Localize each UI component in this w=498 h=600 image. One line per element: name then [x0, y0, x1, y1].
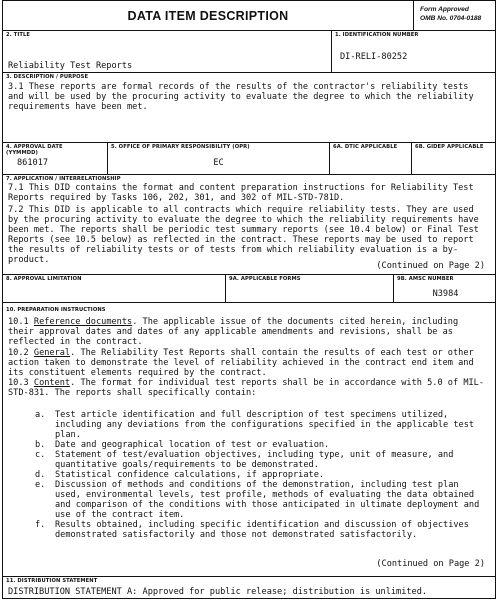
- approval-limitation-label: 8. APPROVAL LIMITATION: [6, 276, 82, 282]
- para-heading: Reference documents: [33, 317, 133, 327]
- content-list: [35, 410, 489, 540]
- list-item: b. Date and geographical location of test or evaluation.: [35, 440, 330, 450]
- para-number: 10.3: [8, 378, 29, 388]
- approval-date-sublabel: (YYMMDD): [6, 150, 38, 156]
- list-item: a. Test article identification and full description of test specimens utilized, including any deviations from the configurations specified in the applicable test plan.: [35, 410, 475, 440]
- preparation-continued: (Continued on Page 2): [376, 559, 485, 569]
- approval-row: [3, 143, 495, 175]
- list-item: e. Discussion of methods and conditions of the demonstration, including test plan used, environmental levels, test profile, methods of evaluating the data obtained and comparison of the conditions with those anticipated in ultimate deployment and use of the contract item.: [35, 480, 480, 520]
- para-number: 10.1: [8, 317, 29, 327]
- amsc-value: N3984: [432, 289, 459, 299]
- preparation-10-3: [8, 378, 489, 398]
- form-title: DATA ITEM DESCRIPTION: [127, 9, 289, 23]
- para-text: . The Reliability Test Reports shall contain the results of each test or other action taken to demonstrate the level of reliability achieved in the contract end item and its constituent elements required by the contract.: [8, 348, 474, 379]
- dtic-block: [329, 143, 411, 174]
- application-text-7-2: 7.2 This DID is applicable to all contracts which require reliability tests. They are used by the procuring activity to evaluate the degree to which the reliability requirements have been met. The reports shall be periodic test summary reports (see 10.4 below) or Final Test Reports (see 10.5 below) as reflected in the contract. These reports may be used to report the results of reliability tests or of tests from which reliability evaluation is a by-product.: [8, 205, 479, 266]
- opr-block: [107, 143, 329, 174]
- gidep-label: 6B. GIDEP APPLICABLE: [415, 144, 484, 150]
- gidep-block: [411, 143, 497, 174]
- distribution-value: DISTRIBUTION STATEMENT A: Approved for public release; distribution is unlimited.: [8, 587, 428, 597]
- preparation-10-2: [8, 348, 489, 378]
- approval-date-block: [3, 143, 107, 174]
- identification-value: DI-RELI-80252: [340, 52, 408, 62]
- title-block: [3, 31, 331, 72]
- application-row: [3, 175, 495, 275]
- para-heading: Content: [33, 378, 71, 388]
- data-item-description-form: [2, 0, 496, 599]
- approval-date-label: 4. APPROVAL DATE: [6, 144, 63, 150]
- approval-limitation-block: [3, 275, 225, 302]
- amsc-block: [393, 275, 497, 302]
- list-item: f. Results obtained, including specific identification and discussion of objectives demonstrated satisfactorily and those not demonstrated satisfactorily.: [35, 520, 469, 540]
- opr-label: 5. OFFICE OF PRIMARY RESPONSIBILITY (OPR): [111, 144, 250, 150]
- list-item: d. Statistical confidence calculations, if appropriate.: [35, 470, 325, 480]
- preparation-row: [3, 303, 495, 577]
- application-label: 7. APPLICATION / INTERRELATIONSHIP: [6, 176, 121, 182]
- identification-block: [331, 31, 497, 72]
- para-heading: General: [33, 348, 71, 358]
- preparation-10-1: [8, 317, 489, 347]
- application-text-7-1: 7.1 This DID contains the format and content preparation instructions for Reliability Test Reports required by Tasks 106, 202, 301, and 302 of MIL-STD-781D.: [8, 183, 474, 204]
- title-value: Reliability Test Reports: [8, 61, 133, 71]
- applicable-forms-label: 9A. APPLICABLE FORMS: [229, 276, 301, 282]
- applicable-forms-block: [225, 275, 393, 302]
- omb-box: [413, 1, 497, 30]
- title-row: [3, 31, 495, 73]
- para-text: . The format for individual test reports shall be in accordance with 5.0 of MIL-STD-831. The reports shall specifically contain:: [8, 378, 485, 399]
- title-label: 2. TITLE: [6, 32, 31, 38]
- distribution-label: 11. DISTRIBUTION STATEMENT: [6, 578, 98, 584]
- description-text: 3.1 These reports are formal records of the results of the contractor's reliability tests and will be used by the procuring activity to evaluate the degree to which the reliability requirements have been met.: [8, 82, 474, 113]
- description-row: [3, 73, 495, 143]
- para-text: . The applicable issue of the documents cited herein, including their approval dates and dates of any applicable amendments and revisions, shall be as reflected in the contract.: [8, 317, 459, 348]
- identification-label: 1. IDENTIFICATION NUMBER: [335, 32, 419, 38]
- description-label: 3. DESCRIPTION / PURPOSE: [6, 74, 89, 80]
- opr-value: EC: [213, 158, 224, 168]
- dtic-label: 6A. DTIC APPLICABLE: [333, 144, 398, 150]
- application-continued: (Continued on Page 2): [376, 261, 485, 271]
- header-row: [3, 1, 495, 31]
- preparation-label: 10. PREPARATION INSTRUCTIONS: [6, 307, 106, 313]
- form-approved-label: Form Approved: [420, 6, 469, 13]
- amsc-label: 9B. AMSC NUMBER: [397, 276, 454, 282]
- list-item: c. Statement of test/evaluation objectives, including type, unit of measure, and quantitative goals/requirements to be demonstrated.: [35, 450, 454, 470]
- omb-number: OMB No. 0704-0188: [420, 15, 482, 22]
- approval-date-value: 861017: [17, 158, 49, 168]
- distribution-row: [3, 577, 495, 600]
- limitation-row: [3, 275, 495, 303]
- para-number: 10.2: [8, 348, 29, 358]
